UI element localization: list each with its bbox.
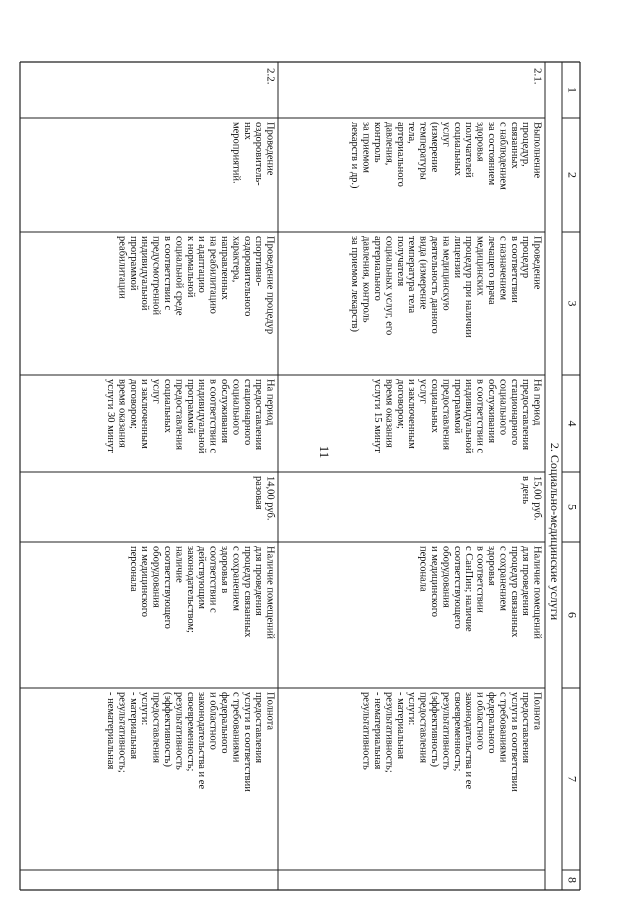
service-timing-line: услуги 30 минут [104,379,116,453]
service-description-line: на реабилитацию [207,236,219,314]
service-conditions-line: здоровья в [218,546,230,594]
service-timing-line: стационарного [241,379,253,446]
service-name-line: связанных [508,122,520,169]
service-quality-line: и областного [474,692,486,750]
service-description [116,236,275,334]
service-quality-line: предоставления [417,692,429,764]
service-description [349,236,542,338]
service-conditions-line: и медицинского [139,546,151,618]
service-description-line: процедур [520,236,532,279]
service-quality-line: - материальная [394,692,406,760]
service-quality-line: услуги: [406,692,418,726]
service-name-line: мероприятий. [230,122,242,184]
service-description-line: Проведение [531,236,543,290]
service-name-line: давления, [383,122,395,166]
service-timing-line: и заключенным [139,379,151,449]
service-quality [361,692,543,792]
service-quality-line: предоставления [253,692,265,764]
service-name [230,122,275,186]
service-quality-line: услуги в соответствии [508,692,520,792]
service-conditions-line: наличие [173,546,185,583]
service-conditions-line: персонала [417,546,429,592]
service-description-line: направленных [218,236,230,300]
service-quality-line: результативность [360,692,372,770]
service-conditions-line: процедур связанных [241,546,253,638]
service-name-line: Выполнение [531,122,543,179]
service-timing-line: в соответствии с [207,379,219,454]
service-timing-line: индивидуальной [463,379,475,454]
service-tariff [253,476,275,520]
service-conditions-line: соответствующего [161,546,173,629]
service-conditions-line: для проведения [253,546,265,616]
service-timing-line: время оказания [116,379,128,448]
service-conditions [128,546,276,639]
service-quality-line: (эффективность) [161,692,173,767]
service-name-line: ных [241,122,253,140]
service-conditions-line: оборудования [150,546,162,608]
service-tariff-line: разовая [253,476,265,510]
service-quality-line: услуги: [139,692,151,726]
service-quality-line: законодательства и ее [463,692,475,790]
service-quality-line: предоставления [520,692,532,764]
service-description-line: на медицинскую [440,236,452,311]
service-description-line: деятельность данного [428,236,440,334]
service-timing-line: На период [531,379,543,426]
service-conditions [418,546,543,639]
row-number-line: 2.1. [531,68,544,85]
service-timing-line: социальных [428,379,440,433]
service-timing-line: программой [184,379,196,434]
service-description-line: артериального [371,236,383,301]
service-timing-line: программой [451,379,463,434]
service-quality-line: федерального [485,692,497,754]
service-description-line: Проведение процедур [264,236,276,335]
service-description-line: программой [127,236,139,291]
service-name-line: артериального [394,122,406,187]
service-name-line: за приемом [360,122,372,173]
service-description-line: лечащего врача [485,236,497,305]
service-conditions-line: Наличие помещений [531,546,543,639]
service-timing-line: социального [230,379,242,436]
column-number: 4 [565,420,580,427]
service-name-line: (измерение [428,122,440,173]
service-timing-line: На период [264,379,276,426]
service-name-line: здоровья [474,122,486,162]
service-tariff [520,476,542,520]
service-description-line: в соответствии [508,236,520,303]
service-quality [105,692,276,792]
service-conditions-line: действующим [196,546,208,609]
service-tariff-line: 14,00 руб. [264,476,276,521]
service-quality-line: - материальная [127,692,139,760]
service-description-line: с назначением [497,236,509,301]
service-timing [372,379,543,454]
service-description-line: получателя [394,236,406,287]
service-conditions-line: для проведения [520,546,532,616]
service-quality-line: Полнота [264,692,276,731]
service-description-line: предусмотренной [150,236,162,316]
service-description-line: лицензии [451,236,463,279]
service-description-line: вида (измерение [417,236,429,310]
service-timing-line: услуги 15 минут [371,379,383,453]
column-number: 6 [565,612,580,618]
service-quality-line: с требованиями [230,692,242,763]
service-quality-line: результативность [440,692,452,770]
service-quality-line: - нематериальная [371,692,383,770]
service-timing-line: обслуживания [485,379,497,444]
service-conditions-line: процедур связанных [508,546,520,638]
service-description-line: температура тела [406,236,418,314]
service-quality-line: - нематериальная [104,692,116,770]
service-name-line: контроль [371,122,383,163]
service-conditions-line: с сохранением [230,546,242,611]
service-conditions-line: персонала [127,546,139,592]
service-timing-line: предоставления [173,379,185,451]
service-conditions-line: Наличие помещений [264,546,276,639]
service-name-line: тела, [406,122,418,144]
page-number: 11 [317,445,332,459]
service-quality-line: своевременность; [451,692,463,772]
service-conditions-line: оборудования [440,546,452,608]
service-description-line: социальной среде [173,236,185,316]
column-number: 1 [565,87,580,93]
row-number [531,68,543,85]
service-timing-line: обслуживания [218,379,230,444]
service-quality-line: предоставления [150,692,162,764]
service-quality-line: Полнота [531,692,543,731]
service-description-line: в соответствии с [161,236,173,311]
service-timing-line: услуг [417,379,429,404]
service-name [349,122,542,190]
service-timing-line: социального [497,379,509,436]
service-timing-line: предоставления [253,379,265,451]
service-description-line: давления, контроль [360,236,372,323]
service-description-line: за приемом лекарств) [349,236,361,333]
service-conditions-line: здоровья [485,546,497,586]
service-name-line: процедур, [520,122,532,167]
service-quality-line: законодательства и ее [196,692,208,790]
service-conditions-line: соответствующего [451,546,463,629]
service-timing-line: услуг [150,379,162,404]
service-timing-line: и заключенным [406,379,418,449]
service-timing-line: предоставления [520,379,532,451]
service-description-line: процедур при наличии [463,236,475,338]
service-description-line: оздоровительного [241,236,253,317]
service-quality-line: результативность; [383,692,395,773]
service-quality-line: результативность [173,692,185,770]
row-number [264,68,276,85]
service-timing-line: договором; [127,379,139,429]
service-name-line: получателей [463,122,475,178]
column-number: 5 [565,504,580,510]
service-conditions-line: в соответствии [474,546,486,613]
service-name-line: оздоровитель- [253,122,265,186]
service-description-line: реабилитации [116,236,128,299]
service-quality-line: услуги в соответствии [241,692,253,792]
service-description-line: медицинских [474,236,486,296]
service-quality-line: (эффективность) [428,692,440,767]
service-description-line: индивидуальной [139,236,151,311]
service-name-line: услуг [440,122,452,147]
service-timing [105,379,276,454]
column-number: 8 [565,877,580,883]
service-description-line: социальных услуг, его [383,236,395,336]
service-name-line: социальных [451,122,463,176]
service-name-line: за состоянием [485,122,497,186]
service-timing-line: предоставления [440,379,452,451]
column-number: 7 [565,776,580,782]
column-number: 3 [565,300,580,307]
row-number-line: 2.2. [264,68,277,85]
service-tariff-line: в день [520,476,532,504]
service-timing-line: в соответствии с [474,379,486,454]
service-name-line: температуры [417,122,429,180]
section-title: 2. Социально-медицинские услуги [547,442,562,621]
service-conditions-line: с СанПин; наличие [463,546,475,632]
service-quality-line: федерального [218,692,230,754]
service-conditions-line: с сохранением [497,546,509,611]
service-description-line: к нормальной [184,236,196,298]
service-quality-line: и областного [207,692,219,750]
service-timing-line: договором; [394,379,406,429]
service-conditions-line: законодательством; [184,546,196,633]
service-name-line: с наблюдением [497,122,509,190]
service-quality-line: результативность; [116,692,128,773]
service-conditions-line: и медицинского [428,546,440,618]
service-conditions-line: соответствии с [207,546,219,613]
service-timing-line: стационарного [508,379,520,446]
service-description-line: спортивно- [253,236,265,287]
column-number: 2 [565,172,580,178]
service-timing-line: индивидуальной [196,379,208,454]
service-description-line: и адаптацию [196,236,208,293]
service-timing-line: социальных [161,379,173,433]
service-tariff-line: 15,00 руб. [531,476,543,521]
service-timing-line: время оказания [383,379,395,448]
service-name-line: Проведение [264,122,276,176]
service-name-line: лекарств и др.) [349,122,361,189]
service-quality-line: своевременность; [184,692,196,772]
service-quality-line: с требованиями [497,692,509,763]
service-description-line: характера, [230,236,242,283]
